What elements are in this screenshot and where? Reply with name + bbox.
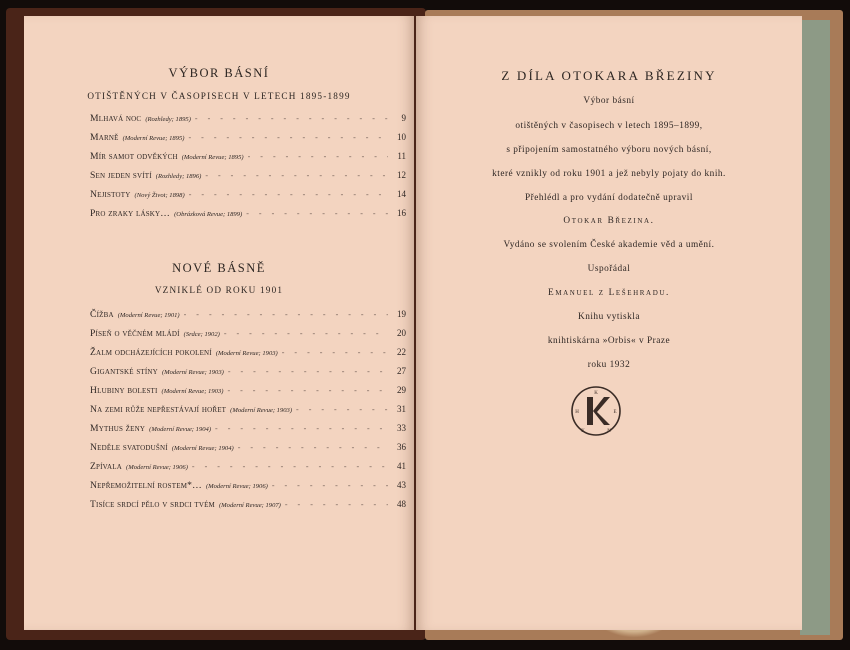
editor-name: Otokar Březina. (563, 216, 655, 226)
toc-entry-title: Žalm odcházejících pokolení (90, 347, 212, 358)
left-page (24, 16, 414, 630)
toc-entry-page: 12 (397, 170, 406, 180)
toc-entry-page: 41 (397, 461, 406, 471)
toc-entry-page: 11 (397, 151, 406, 161)
logo-letter: K (594, 391, 598, 396)
imprint-line: které vznikly od roku 1901 a jež nebyly pojaty do knih. (492, 169, 726, 179)
toc-entry-source: (Rozhledy; 1895) (145, 116, 191, 123)
dot-leader (238, 443, 388, 452)
toc-entry-source: (Moderní Revue; 1906) (126, 464, 188, 471)
toc-entry-page: 20 (397, 328, 406, 338)
toc-entry (90, 423, 406, 442)
arranger-name: Emanuel z Lešehradu. (548, 288, 670, 298)
toc-list-new-poems (90, 309, 406, 518)
section-subtitle-1895-1899: OTIŠTĚNÝCH V ČASOPISECH V LETECH 1895-1899 (87, 91, 351, 101)
dot-leader (272, 481, 388, 490)
logo-letter: E (613, 410, 617, 415)
imprint-line: Přehlédl a pro vydání dodatečně upravil (525, 193, 693, 203)
imprint-line: Uspořádal (587, 264, 631, 274)
toc-entry (90, 132, 406, 151)
section-title-selected-poems: VÝBOR BÁSNÍ (168, 66, 270, 80)
toc-entry-page: 14 (397, 189, 406, 199)
toc-entry-page: 31 (397, 404, 406, 414)
book-title: Z DÍLA OTOKARA BŘEZINY (501, 68, 717, 83)
dot-leader (285, 500, 388, 509)
toc-entry-source: (Nový Život; 1898) (134, 192, 185, 199)
toc-entry-source: (Moderní Revue; 1907) (218, 502, 281, 509)
dot-leader (192, 462, 388, 471)
imprint-line: otištěných v časopisech v letech 1895–1899, (515, 121, 703, 131)
toc-entry (90, 170, 406, 189)
right-page (416, 16, 802, 630)
toc-entry-title: Mír samot odvěkých (90, 151, 178, 162)
dot-leader (282, 348, 388, 357)
toc-entry (90, 404, 406, 423)
toc-entry-title: Zpívala (90, 461, 123, 472)
toc-entry-source: (Srdce; 1902) (183, 331, 220, 338)
toc-entry-title: Neděle svatodušní (90, 442, 168, 453)
toc-entry-page: 27 (397, 366, 406, 376)
toc-entry-title: Nepřemožitelní rostem*… (90, 480, 202, 491)
toc-entry-title: Mlhavá noc (90, 113, 142, 124)
toc-entry-page: 22 (397, 347, 406, 357)
toc-entry-title: Mythus ženy (90, 423, 146, 434)
toc-entry-source: (Moderní Revue; 1901) (117, 312, 180, 319)
toc-entry-source: (Moderní Revue; 1906) (205, 483, 268, 490)
toc-entry-source: (Moderní Revue; 1903) (161, 388, 224, 395)
toc-entry-source: (Rozhledy; 1896) (155, 173, 202, 180)
toc-entry (90, 208, 406, 227)
toc-entry (90, 189, 406, 208)
logo-letter: N (607, 429, 611, 434)
toc-entry-page: 33 (397, 423, 406, 433)
toc-entry (90, 328, 406, 347)
toc-entry-page: 19 (397, 309, 406, 319)
section-subtitle-since-1901: VZNIKLÉ OD ROKU 1901 (154, 285, 284, 295)
section-title-new-poems: NOVÉ BÁSNĚ (172, 261, 266, 275)
toc-entry-page: 10 (397, 132, 406, 142)
toc-entry-title: Nejistoty (90, 189, 131, 200)
toc-entry-source: (Moderní Revue; 1904) (149, 426, 212, 433)
toc-entry-source: (Moderní Revue; 1903) (215, 350, 278, 357)
toc-entry-title: Pro zraky lásky… (90, 208, 171, 219)
toc-entry-title: Na zemi růže nepřestávají hořet (90, 404, 227, 415)
logo-letter: H (575, 410, 579, 415)
toc-entry-page: 43 (397, 480, 406, 490)
toc-entry (90, 442, 406, 461)
toc-entry-source: (Moderní Revue; 1903) (230, 407, 293, 414)
logo-letter: K (581, 429, 585, 434)
imprint-line: Knihu vytiskla (577, 312, 640, 322)
toc-entry-source: (Moderní Revue; 1903) (161, 369, 224, 376)
toc-entry (90, 461, 406, 480)
toc-entry (90, 499, 406, 518)
toc-entry (90, 151, 406, 170)
dot-leader (227, 386, 388, 395)
year-line: roku 1932 (587, 360, 631, 370)
toc-entry (90, 480, 406, 499)
dot-leader (215, 424, 388, 433)
toc-entry (90, 113, 406, 132)
toc-entry (90, 309, 406, 328)
toc-entry (90, 385, 406, 404)
imprint-line: Výbor básní (583, 96, 635, 106)
dot-leader (189, 190, 388, 199)
toc-entry-source: (Moderní Revue; 1895) (181, 154, 244, 161)
toc-entry-page: 29 (397, 385, 406, 395)
toc-entry-source: (Moderní Revue; 1904) (171, 445, 234, 452)
toc-entry-title: Čížba (90, 309, 114, 320)
toc-entry-title: Marně (90, 132, 119, 143)
dot-leader (246, 209, 388, 218)
toc-entry-page: 16 (397, 208, 406, 218)
dot-leader (195, 114, 388, 123)
toc-list-selected-poems (90, 113, 406, 227)
dot-leader (188, 133, 388, 142)
toc-entry-source: (Obrázková Revue; 1899) (174, 211, 243, 218)
dot-leader (228, 367, 388, 376)
book-cover-edge (800, 20, 830, 635)
dot-leader (224, 329, 388, 338)
toc-entry-title: Sen jeden svítí (90, 170, 152, 181)
dot-leader (184, 310, 388, 319)
dot-leader (248, 152, 388, 161)
toc-entry-page: 9 (401, 113, 406, 123)
toc-entry-title: Gigantské stíny (90, 366, 158, 377)
toc-entry-title: Tisíce srdcí pělo v srdci tvém (90, 499, 215, 510)
toc-entry-title: Píseň o věčném mládí (90, 328, 180, 339)
toc-entry-page: 48 (397, 499, 406, 509)
imprint-line: s připojením samostatného výboru nových básní, (506, 145, 712, 155)
toc-entry-title: Hlubiny bolesti (90, 385, 158, 396)
toc-entry-page: 36 (397, 442, 406, 452)
publisher-logo (569, 384, 623, 438)
toc-entry-source: (Moderní Revue; 1895) (122, 135, 185, 142)
imprint-line: Vydáno se svolením České akademie věd a umění. (503, 240, 715, 250)
dot-leader (205, 171, 388, 180)
dot-leader (296, 405, 388, 414)
toc-entry (90, 366, 406, 385)
toc-entry (90, 347, 406, 366)
printer-line: knihtiskárna »Orbis« v Praze (547, 336, 671, 346)
